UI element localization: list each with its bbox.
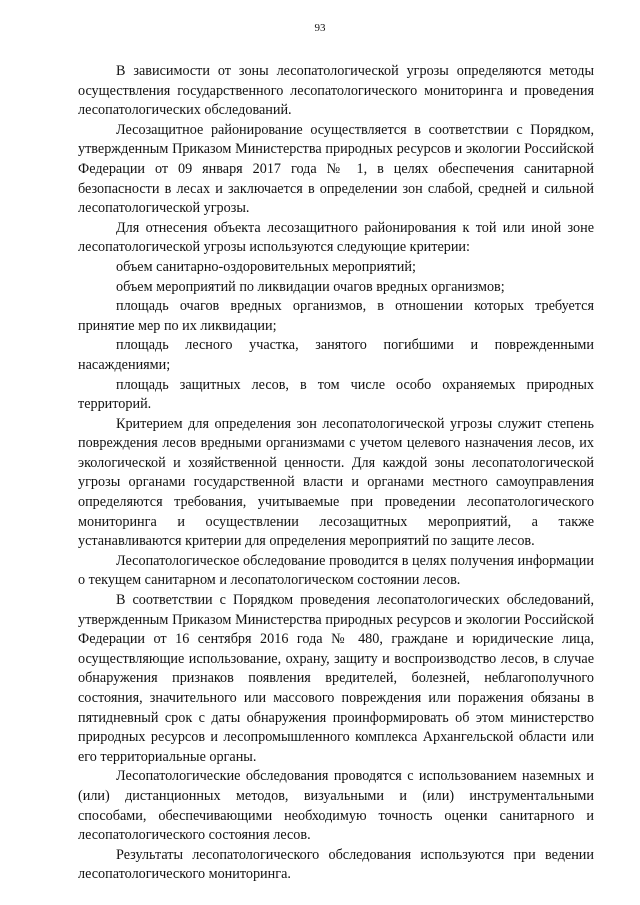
criterion-item-1: объем санитарно-оздоровительных мероприятий; [116,258,416,275]
paragraph-10: Лесопатологическое обследование проводится в целях получения информации о текущем санитарном и лесопатологическом состоянии лесов. [78,552,594,589]
paragraph-13: Результаты лесопатологического обследования используются при ведении лесопатологического мониторинга. [78,846,594,883]
paragraph-9: Критерием для определения зон лесопатологической угрозы служит степень повреждения лесов вредными организмами с учетом целевого назначения лесов, их экологической и хозяйственной ценности. Для каждой зоны лесопатологической угрозы органами государственной власти и органами местного самоуправления определяются требования, учитываемые при проведении лесопатологического мониторинга и осуществлении лесозащитных мероприятий, а также устанавливаются критерии для определения мероприятий по защите лесов. [78,415,594,550]
criterion-item-2: объем мероприятий по ликвидации очагов вредных организмов; [116,278,505,295]
page-number: 93 [314,22,326,34]
paragraph-11: В соответствии с Порядком проведения лесопатологических обследований, утвержденным Приказом Министерства природных ресурсов и экологии Российской Федерации от 16 сентября 2016 года № 480, граждане и юридические лица, осуществляющие использование, охрану, защиту и воспроизводство лесов, в случае обнаружения признаков появления вредителей, болезней, неблагополучного состояния, значительного или массового повреждения или поражения обязаны в пятидневный срок с даты обнаружения проинформировать об этом министерство природных ресурсов и лесопромышленного комплекса Архангельской области или его территориальные органы. [78,592,594,765]
paragraph-12: Лесопатологические обследования проводятся с использованием наземных и (или) дистанционных методов, визуальными и (или) инструментальными способами, обеспечивающими необходимую точность оценки санитарного и лесопатологического состояния лесов. [78,768,594,844]
paragraph-2: Лесозащитное районирование осуществляется в соответствии с Порядком, утвержденным Приказом Министерства природных ресурсов и экологии Российской Федерации от 09 января 2017 года № 1, в целях обеспечения санитарной безопасности в лесах и заключается в определении зон слабой, средней и сильной лесопатологической угрозы. [78,121,594,217]
criterion-item-4: площадь лесного участка, занятого погибшими и поврежденными насаждениями; [78,337,594,373]
criterion-item-3: площадь очагов вредных организмов, в отношении которых требуется принятие мер по их ликвидации; [78,298,594,334]
document-body [78,62,594,885]
paragraph-1: В зависимости от зоны лесопатологической угрозы определяются методы осуществления государственного лесопатологического мониторинга и проведения лесопатологических обследований. [78,63,594,119]
criterion-item-5: площадь защитных лесов, в том числе особо охраняемых природных территорий. [78,376,594,413]
paragraph-3: Для отнесения объекта лесозащитного районирования к той или иной зоне лесопатологической угрозы используются следующие критерии: [78,219,594,256]
